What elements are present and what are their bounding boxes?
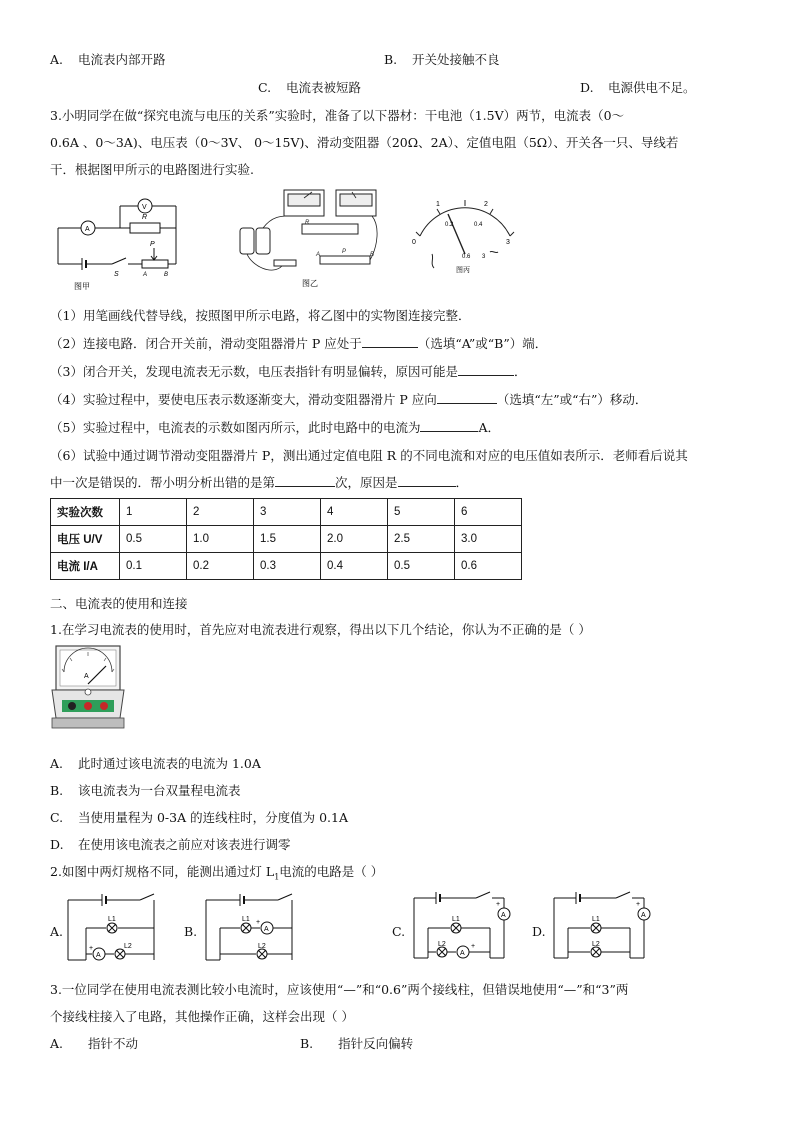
table-cell: 1.0 (187, 526, 254, 553)
figure-yi-caption: 图乙 (302, 279, 318, 288)
q3-sub3: （3）闭合开关，发现电流表无示数，电压表指针有明显偏转，原因可能是 ． (50, 364, 527, 379)
dial-terminal-06-label: 0.6 (462, 254, 471, 260)
table-cell: 3.0 (455, 526, 522, 553)
figure-jia-circuit (50, 188, 190, 292)
lamp-l2-label: L2 (124, 943, 132, 950)
ammeter-a-symbol: A (96, 952, 101, 959)
slider-label: P (150, 241, 155, 248)
q3-stem-line1: 3.小明同学在做“探究电流与电压的关系”实验时，准备了以下器材：干电池（1.5V）两节，电流表（0～ (50, 108, 625, 123)
s2q3-stem-line2: 个接线柱接入了电路，其他操作正确，这样会出现（ ） (50, 1009, 354, 1024)
circuit-option-b-label: B. (184, 924, 198, 939)
table-cell: 1 (120, 499, 187, 526)
s2q1-option-a: A. 此时通过该电流表的电流为 1.0A (50, 756, 261, 771)
ammeter-a-mark: A (84, 673, 89, 680)
q3-sub6-line2: 中一次是错误的．帮小明分析出错的是第 次，原因是 ． (50, 475, 469, 490)
plus-sign: + (496, 901, 501, 908)
s2q1-stem: 1.在学习电流表的使用时，首先应对电流表进行观察，得出以下几个结论，你认为不正确的是（ ） (50, 622, 591, 637)
dial-3-label: 3 (506, 239, 510, 246)
dial-2-label: 2 (484, 201, 488, 208)
plus-sign: + (636, 901, 641, 908)
circuit-option-a[interactable] (62, 888, 162, 970)
table-cell: 6 (455, 499, 522, 526)
prev-option-d: D. 电源供电不足。 (580, 80, 696, 95)
prev-option-a: A. 电流表内部开路 (50, 52, 166, 67)
q3-sub4: （4）实验过程中，要使电压表示数逐渐变大，滑动变阻器滑片 P 应向 （选填“左”或“右”）移动． (50, 392, 648, 407)
apparatus-b-label: B (370, 252, 375, 258)
table-cell: 0.3 (254, 553, 321, 580)
circuit-option-d-label: D. (532, 924, 546, 939)
s2q1-option-b: B. 该电流表为一台双量程电流表 (50, 783, 241, 798)
table-cell: 0.1 (120, 553, 187, 580)
s2q2-stem: 2.如图中两灯规格不同，能测出通过灯 $L_1$电流的电路是（ ） (50, 864, 384, 882)
figure-bing-dial (400, 192, 530, 284)
dial-0.4-label: 0.4 (474, 222, 483, 228)
switch-device (274, 260, 296, 266)
circuit-option-c[interactable] (406, 884, 516, 970)
plus-sign: + (471, 943, 476, 950)
table-cell: 0.6 (455, 553, 522, 580)
dial-0.2-label: 0.2 (445, 222, 454, 228)
terminal-b-label: B (164, 272, 169, 278)
ammeter-symbol-label: A (85, 226, 90, 233)
dial-zero-label: 0 (412, 239, 416, 246)
prev-option-c: C. 电流表被短路 (258, 80, 362, 95)
section-2-title: 二、电流表的使用和连接 (50, 596, 188, 611)
apparatus-a-label: A (316, 252, 321, 258)
answer-blank[interactable] (420, 421, 478, 432)
resistor-device (302, 224, 358, 234)
voltmeter-symbol-label: V (142, 204, 147, 211)
plus-sign: + (256, 919, 261, 926)
s2q1-option-c: C. 当使用量程为 0-3A 的连线柱时，分度值为 0.1A (50, 810, 348, 825)
table-cell: 5 (388, 499, 455, 526)
answer-blank[interactable] (398, 476, 456, 487)
apparatus-r-label: R (305, 220, 310, 226)
dial-terminal-3-label: 3 (482, 254, 486, 260)
lamp-l2-label: L2 (438, 941, 446, 948)
s2q3-option-a: A. 指针不动 (50, 1036, 139, 1051)
row-header: 电压 U/V (51, 526, 120, 553)
s2q1-option-d: D. 在使用该电流表之前应对该表进行调零 (50, 837, 291, 852)
s2q3-stem-line1: 3.一位同学在使用电流表测比较小电流时，应该使用“—”和“0.6”两个接线柱，但错误地使用“—”和“3”两 (50, 982, 629, 997)
dial-1-label: 1 (436, 201, 440, 208)
table-cell: 1.5 (254, 526, 321, 553)
table-cell: 0.5 (120, 526, 187, 553)
circuit-option-a-label: A. (50, 924, 64, 939)
answer-blank[interactable] (458, 365, 514, 376)
answer-blank[interactable] (275, 476, 335, 487)
table-cell: 4 (321, 499, 388, 526)
lamp-l1-label: L1 (452, 916, 460, 923)
rheostat-device (320, 256, 370, 264)
q3-sub1: （1）用笔画线代替导线，按照图甲所示电路，将乙图中的实物图连接完整． (50, 308, 471, 323)
circuit-option-c-label: C. (392, 924, 406, 939)
answer-blank[interactable] (437, 393, 497, 404)
terminal-a-label: A (143, 272, 148, 278)
lamp-l2-label: L2 (258, 943, 266, 950)
ammeter-a-symbol: A (460, 950, 465, 957)
table-cell: 2.5 (388, 526, 455, 553)
ammeter-photo (50, 644, 126, 734)
lamp-l1-label: L1 (592, 916, 600, 923)
experiment-data-table (50, 498, 522, 580)
table-row (51, 553, 522, 580)
q3-sub5: （5）实验过程中，电流表的示数如图丙所示，此时电路中的电流为 A． (50, 420, 500, 435)
battery-1 (240, 228, 254, 254)
lamp-l2-label: L2 (592, 941, 600, 948)
lamp-l1-label: L1 (242, 916, 250, 923)
table-cell: 2.0 (321, 526, 388, 553)
table-cell: 0.4 (321, 553, 388, 580)
table-cell: 0.2 (187, 553, 254, 580)
plus-sign: + (89, 945, 94, 952)
q3-stem-line3: 干．根据图甲所示的电路图进行实验. (50, 162, 254, 177)
ammeter-a-symbol: A (641, 912, 646, 919)
q3-stem-line2: 0.6A 、0～3A)、电压表（0～3V、 0～15V)、滑动变阻器（20Ω、2A）、定值电阻（5Ω）、开关各一只、导线若 (50, 135, 679, 150)
table-cell: 2 (187, 499, 254, 526)
circuit-option-d[interactable] (546, 884, 656, 970)
battery-2 (256, 228, 270, 254)
table-row (51, 499, 522, 526)
ammeter-a-symbol: A (501, 912, 506, 919)
lamp-l1-label: L1 (108, 916, 116, 923)
figure-bing-caption: 图丙 (456, 267, 470, 274)
row-header: 实验次数 (51, 499, 120, 526)
apparatus-p-label: P (342, 249, 347, 255)
table-cell: 0.5 (388, 553, 455, 580)
row-header: 电流 I/A (51, 553, 120, 580)
figure-yi-apparatus (232, 186, 382, 290)
resistor-label: R (142, 214, 148, 221)
ammeter-a-symbol: A (264, 926, 269, 933)
s2q3-option-b: B. 指针反向偏转 (300, 1036, 414, 1051)
figure-jia-caption: 图甲 (74, 282, 90, 291)
prev-option-b: B. 开关处接触不良 (384, 52, 500, 67)
answer-blank[interactable] (362, 337, 418, 348)
switch-label: S (114, 271, 119, 278)
q3-sub6-line1: （6）试验中通过调节滑动变阻器滑片 P，测出通过定值电阻 R 的不同电流和对应的电压值如表所示．老师看后说其 (50, 448, 688, 463)
table-row (51, 526, 522, 553)
q3-sub2: （2）连接电路．闭合开关前，滑动变阻器滑片 P 应处于 （选填“A”或“B”）端． (50, 336, 548, 351)
table-cell: 3 (254, 499, 321, 526)
circuit-option-b[interactable] (200, 888, 300, 970)
